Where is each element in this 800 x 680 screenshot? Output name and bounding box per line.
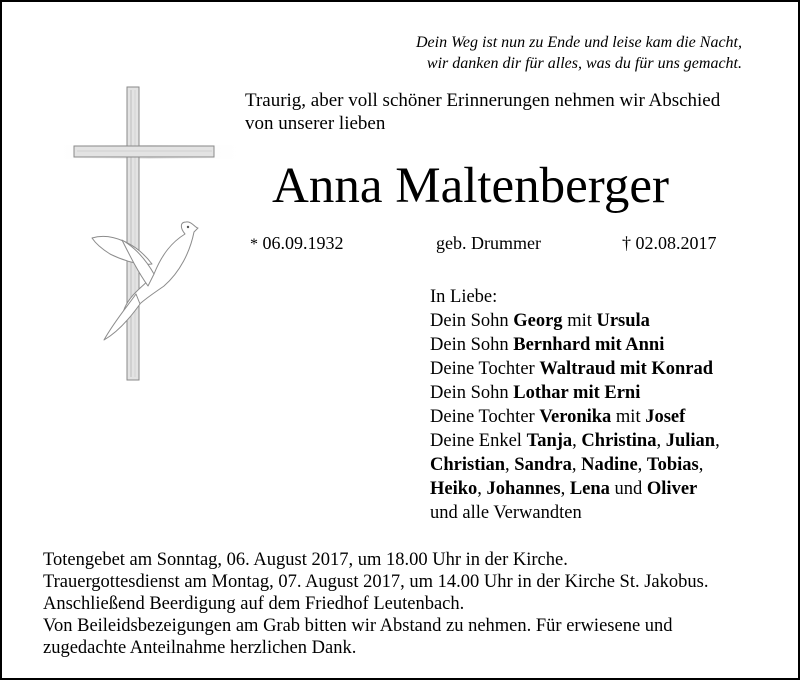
death-date-value: 02.08.2017 bbox=[635, 233, 717, 253]
motto-line: Dein Weg ist nun zu Ende und leise kam die Nacht, bbox=[415, 34, 742, 51]
connector: , bbox=[560, 479, 570, 499]
birth-date bbox=[250, 232, 344, 256]
relation: Deine Enkel bbox=[430, 431, 527, 451]
family-member: Tanja bbox=[526, 431, 573, 451]
family-list bbox=[430, 285, 720, 525]
family-member: Tobias bbox=[646, 455, 699, 475]
footer-line: zugedachte Anteilnahme herzlichen Dank. bbox=[43, 638, 357, 658]
family-member: Christina bbox=[581, 431, 657, 451]
footer-line: Totengebet am Sonntag, 06. August 2017, um 18.00 Uhr in der Kirche. bbox=[43, 550, 568, 570]
family-line bbox=[430, 453, 720, 477]
family-line bbox=[430, 309, 720, 333]
maiden-name: geb. Drummer bbox=[436, 233, 541, 253]
birth-date-value: 06.09.1932 bbox=[262, 233, 344, 253]
family-member: Johannes bbox=[486, 479, 561, 499]
death-date bbox=[622, 232, 717, 254]
relation: Deine Tochter bbox=[430, 359, 540, 379]
connector: , bbox=[571, 455, 582, 475]
connector: mit bbox=[611, 407, 646, 427]
motto bbox=[362, 32, 742, 74]
connector: , bbox=[637, 455, 647, 475]
family-member: Nadine bbox=[581, 455, 638, 475]
family-member: Sandra bbox=[514, 455, 572, 475]
family-line bbox=[430, 477, 720, 501]
family-member: Waltraud mit Konrad bbox=[539, 359, 714, 379]
family-line bbox=[430, 357, 720, 381]
footer-line: Von Beileidsbezeigungen am Grab bitten wir Abstand zu nehmen. Für erwiesene und bbox=[43, 616, 673, 636]
connector: mit bbox=[562, 311, 597, 331]
family-line bbox=[430, 429, 720, 453]
family-member: Georg bbox=[513, 311, 563, 331]
family-closing: und alle Verwandten bbox=[430, 503, 582, 523]
family-member: Veronika bbox=[539, 407, 612, 427]
family-member: Lena bbox=[569, 479, 610, 499]
footer-line: Anschließend Beerdigung auf dem Friedhof Leutenbach. bbox=[43, 594, 465, 614]
relation: Dein Sohn bbox=[430, 311, 514, 331]
death-cross-icon: † bbox=[622, 233, 631, 253]
connector: , bbox=[698, 455, 704, 475]
cross-with-dove-icon bbox=[52, 82, 247, 387]
family-heading: In Liebe: bbox=[430, 287, 498, 307]
intro-line: von unserer lieben bbox=[245, 113, 386, 134]
connector: , bbox=[505, 455, 515, 475]
relation: Dein Sohn bbox=[430, 335, 514, 355]
family-member: Bernhard mit Anni bbox=[513, 335, 665, 355]
deceased-name: Anna Maltenberger bbox=[272, 158, 669, 214]
family-member: Ursula bbox=[596, 311, 650, 331]
family-member: Josef bbox=[645, 407, 686, 427]
family-member: Lothar mit Erni bbox=[513, 383, 641, 403]
footer-line: Trauergottesdienst am Montag, 07. August 2017, um 14.00 Uhr in der Kirche St. Jakobus. bbox=[43, 572, 709, 592]
birth-star-icon: * bbox=[250, 236, 258, 253]
family-member: Oliver bbox=[646, 479, 698, 499]
family-member: Christian bbox=[430, 455, 506, 475]
family-member: Julian bbox=[665, 431, 716, 451]
service-details bbox=[43, 549, 708, 659]
family-line bbox=[430, 405, 720, 429]
intro-line: Traurig, aber voll schöner Erinnerungen nehmen wir Abschied bbox=[245, 90, 721, 111]
family-line bbox=[430, 381, 720, 405]
family-line bbox=[430, 333, 720, 357]
family-member: Heiko bbox=[430, 479, 478, 499]
intro-text bbox=[245, 89, 720, 135]
relation: Deine Tochter bbox=[430, 407, 540, 427]
connector: , bbox=[656, 431, 666, 451]
relation: Dein Sohn bbox=[430, 383, 514, 403]
connector: und bbox=[609, 479, 647, 499]
connector: , bbox=[715, 431, 720, 451]
connector: , bbox=[572, 431, 582, 451]
motto-line: wir danken dir für alles, was du für uns gemacht. bbox=[426, 55, 742, 72]
connector: , bbox=[477, 479, 487, 499]
